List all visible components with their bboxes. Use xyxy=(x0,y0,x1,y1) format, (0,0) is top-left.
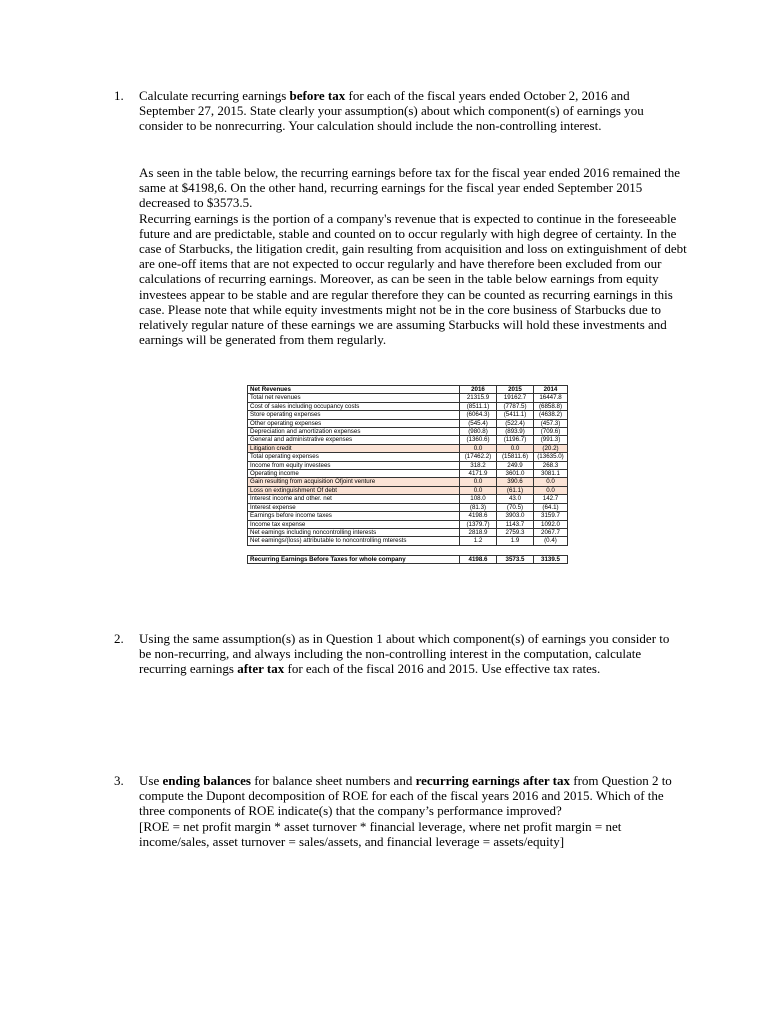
row-value-2015: 390.6 xyxy=(497,478,534,486)
question-3 xyxy=(114,773,684,849)
question-text xyxy=(139,88,684,134)
row-value-2014: 16447.8 xyxy=(534,394,568,402)
row-value-2015: 0.0 xyxy=(497,444,534,452)
row-value-2015: (1196.7) xyxy=(497,436,534,444)
row-value-2014: 3159.7 xyxy=(534,512,568,520)
row-value-2015: (522.4) xyxy=(497,419,534,427)
row-label: Loss on extinguishment Of debt xyxy=(248,486,460,494)
row-value-2015: (7787.5) xyxy=(497,402,534,410)
table-row xyxy=(248,495,568,503)
row-value-2015: (15811.6) xyxy=(497,453,534,461)
header-label: Net Revenues xyxy=(248,386,460,394)
question-text-part: for balance sheet numbers and xyxy=(250,773,416,788)
question-text-part: for each of the fiscal 2016 and 2015. Use effective tax rates. xyxy=(284,661,601,677)
total-2015: 3573.5 xyxy=(497,555,534,563)
answer-paragraph-1: As seen in the table below, the recurring earnings before tax for the fiscal year ended 2016 remained the same at $4198,6. On the other hand, recurring earnings for the fiscal year ended September 2015 decreased to $3573.5. xyxy=(139,165,680,211)
question-text-part: Using the same assumption(s) as in Question 1 about which component(s) of earnings you consider to be non-recurring, and always including the non-controlling interest in the computation, calculate recurring earnings xyxy=(139,631,670,677)
row-label: Interest income and other. net xyxy=(248,495,460,503)
row-value-2015: (5411.1) xyxy=(497,411,534,419)
row-value-2015: (70.5) xyxy=(497,503,534,511)
row-value-2014: 3081.1 xyxy=(534,470,568,478)
answer-1 xyxy=(139,165,687,347)
row-label: Total operating expenses xyxy=(248,453,460,461)
row-value-2015: 2759.3 xyxy=(497,528,534,536)
row-value-2016: 318.2 xyxy=(460,461,497,469)
row-value-2014: 2067.7 xyxy=(534,528,568,536)
row-value-2016: (81.3) xyxy=(460,503,497,511)
row-label: Gain resulting from acquisition Ofjoint venture xyxy=(248,478,460,486)
row-value-2016: 0.0 xyxy=(460,486,497,494)
row-value-2016: 4198.6 xyxy=(460,512,497,520)
row-value-2016: 1.2 xyxy=(460,537,497,545)
row-label: Cost of sales including occupancy costs xyxy=(248,402,460,410)
row-value-2015: (893.9) xyxy=(497,428,534,436)
table-row xyxy=(248,528,568,536)
row-value-2014: (13635.0) xyxy=(534,453,568,461)
row-value-2015: 43.0 xyxy=(497,495,534,503)
row-value-2016: (6064.3) xyxy=(460,411,497,419)
question-bold-text: after tax xyxy=(237,661,285,677)
row-value-2014: (4638.2) xyxy=(534,411,568,419)
question-paragraph xyxy=(139,773,684,819)
table-row xyxy=(248,428,568,436)
row-value-2014: (991.3) xyxy=(534,436,568,444)
row-value-2016: (17462.2) xyxy=(460,453,497,461)
total-2014: 3139.5 xyxy=(534,555,568,563)
row-label: Earnings before income taxes xyxy=(248,512,460,520)
row-value-2014: (64.1) xyxy=(534,503,568,511)
question-number: 1. xyxy=(114,88,124,103)
row-value-2016: 4171.9 xyxy=(460,470,497,478)
row-value-2014: 0.0 xyxy=(534,486,568,494)
row-label: Total net revenues xyxy=(248,394,460,402)
question-number: 2. xyxy=(114,631,124,646)
row-value-2015: 3903.0 xyxy=(497,512,534,520)
table-row xyxy=(248,461,568,469)
table-row xyxy=(248,419,568,427)
question-bold-text: recurring earnings after tax xyxy=(415,773,570,788)
row-label: Net eamings/(loss) attributable to noncontrolling mterests xyxy=(248,537,460,545)
row-value-2014: 1092.0 xyxy=(534,520,568,528)
table-row xyxy=(248,537,568,545)
row-value-2016: 2818.9 xyxy=(460,528,497,536)
answer-paragraph-2: Recurring earnings is the portion of a company's revenue that is expected to continue in the foreseeable future and are predictable, stable and counted on to occur regularly with high degree of certainty. In the case of Starbucks, the litigation credit, gain resulting from acquisition and loss on extinguishment of debt are one-off items that are not expected to occur regularly and have therefore been excluded from our calculations of recurring earnings. Moreover, as can be seen in the table below earnings from equity investees appear to be stable and are regular therefore they can be counted as recurring earnings in this case. Please note that while equity investments might not be in the core business of Starbucks due to relatively regular nature of these earnings we are assuming Starbucks will hold these investments and earnings will be generated from them regularly. xyxy=(139,210,687,348)
table-row xyxy=(248,486,568,494)
question-text xyxy=(139,773,684,849)
question-text-part: from Question 2 to compute the Dupont decomposition of ROE for each of the fiscal years 2016 and 2015. Which of the three components of ROE indicate(s) that the company’s performance improved? xyxy=(139,773,672,819)
question-text-part: Use xyxy=(139,773,163,788)
total-2016: 4198.6 xyxy=(460,555,497,563)
row-value-2014: 0.0 xyxy=(534,478,568,486)
row-label: Income tax expense xyxy=(248,520,460,528)
row-value-2016: (980.8) xyxy=(460,428,497,436)
header-year-2016: 2016 xyxy=(460,386,497,394)
table-row xyxy=(248,402,568,410)
question-bold-text: ending balances xyxy=(162,773,251,788)
table-row xyxy=(248,512,568,520)
row-label: Operating income xyxy=(248,470,460,478)
row-value-2016: 0.0 xyxy=(460,444,497,452)
row-label: Store operating expenses xyxy=(248,411,460,419)
table-row xyxy=(248,444,568,452)
row-label: Interest expense xyxy=(248,503,460,511)
total-label: Recurring Earnings Before Taxes for whole company xyxy=(248,555,460,563)
total-row xyxy=(248,555,568,563)
table-row xyxy=(248,520,568,528)
row-label: Income from equity investees xyxy=(248,461,460,469)
header-year-2015: 2015 xyxy=(497,386,534,394)
total-table xyxy=(247,555,568,564)
row-value-2016: (8511.1) xyxy=(460,402,497,410)
row-value-2014: 142.7 xyxy=(534,495,568,503)
row-value-2015: 19162.7 xyxy=(497,394,534,402)
net-revenues-table xyxy=(247,385,568,546)
table-row xyxy=(248,394,568,402)
row-value-2016: 108.0 xyxy=(460,495,497,503)
row-label: Other operating expenses xyxy=(248,419,460,427)
row-value-2016: 0.0 xyxy=(460,478,497,486)
row-value-2016: (545.4) xyxy=(460,419,497,427)
income-statement-table xyxy=(247,385,567,564)
question-text-part: Calculate recurring earnings xyxy=(139,88,290,103)
row-value-2014: (457.3) xyxy=(534,419,568,427)
table-row xyxy=(248,478,568,486)
row-value-2016: 21315.9 xyxy=(460,394,497,402)
question-text-part: for each of the fiscal years ended October 2, 2016 and September 27, 2015. State clearly your assumption(s) about which component(s) of earnings you consider to be nonrecurring. Your calculation should include the non-controlling interest. xyxy=(139,88,644,134)
row-value-2014: (6858.8) xyxy=(534,402,568,410)
row-value-2014: (0.4) xyxy=(534,537,568,545)
row-value-2015: 1.9 xyxy=(497,537,534,545)
row-value-2015: (61.1) xyxy=(497,486,534,494)
question-1 xyxy=(114,88,684,134)
question-bold-text: before tax xyxy=(289,88,346,103)
row-label: Litigation credit xyxy=(248,444,460,452)
row-value-2015: 1143.7 xyxy=(497,520,534,528)
row-label: General and administrative expenses xyxy=(248,436,460,444)
row-value-2014: (20.2) xyxy=(534,444,568,452)
table-header-row xyxy=(248,386,568,394)
row-label: Net eamings including noncontrolling interests xyxy=(248,528,460,536)
table-row xyxy=(248,411,568,419)
header-year-2014: 2014 xyxy=(534,386,568,394)
row-label: Depreciation and amortization expenses xyxy=(248,428,460,436)
row-value-2014: (709.6) xyxy=(534,428,568,436)
question-2 xyxy=(114,631,684,677)
row-value-2015: 249.9 xyxy=(497,461,534,469)
table-row xyxy=(248,503,568,511)
roe-formula: [ROE = net profit margin * asset turnover * financial leverage, where net profit margin = net income/sales, asset turnover = sales/assets, and financial leverage = assets/equity] xyxy=(139,818,622,849)
question-number: 3. xyxy=(114,773,124,788)
row-value-2016: (1360.6) xyxy=(460,436,497,444)
question-text xyxy=(139,631,684,677)
table-row xyxy=(248,470,568,478)
row-value-2014: 268.3 xyxy=(534,461,568,469)
table-row xyxy=(248,436,568,444)
row-value-2016: (1379.7) xyxy=(460,520,497,528)
table-row xyxy=(248,453,568,461)
row-value-2015: 3601.0 xyxy=(497,470,534,478)
